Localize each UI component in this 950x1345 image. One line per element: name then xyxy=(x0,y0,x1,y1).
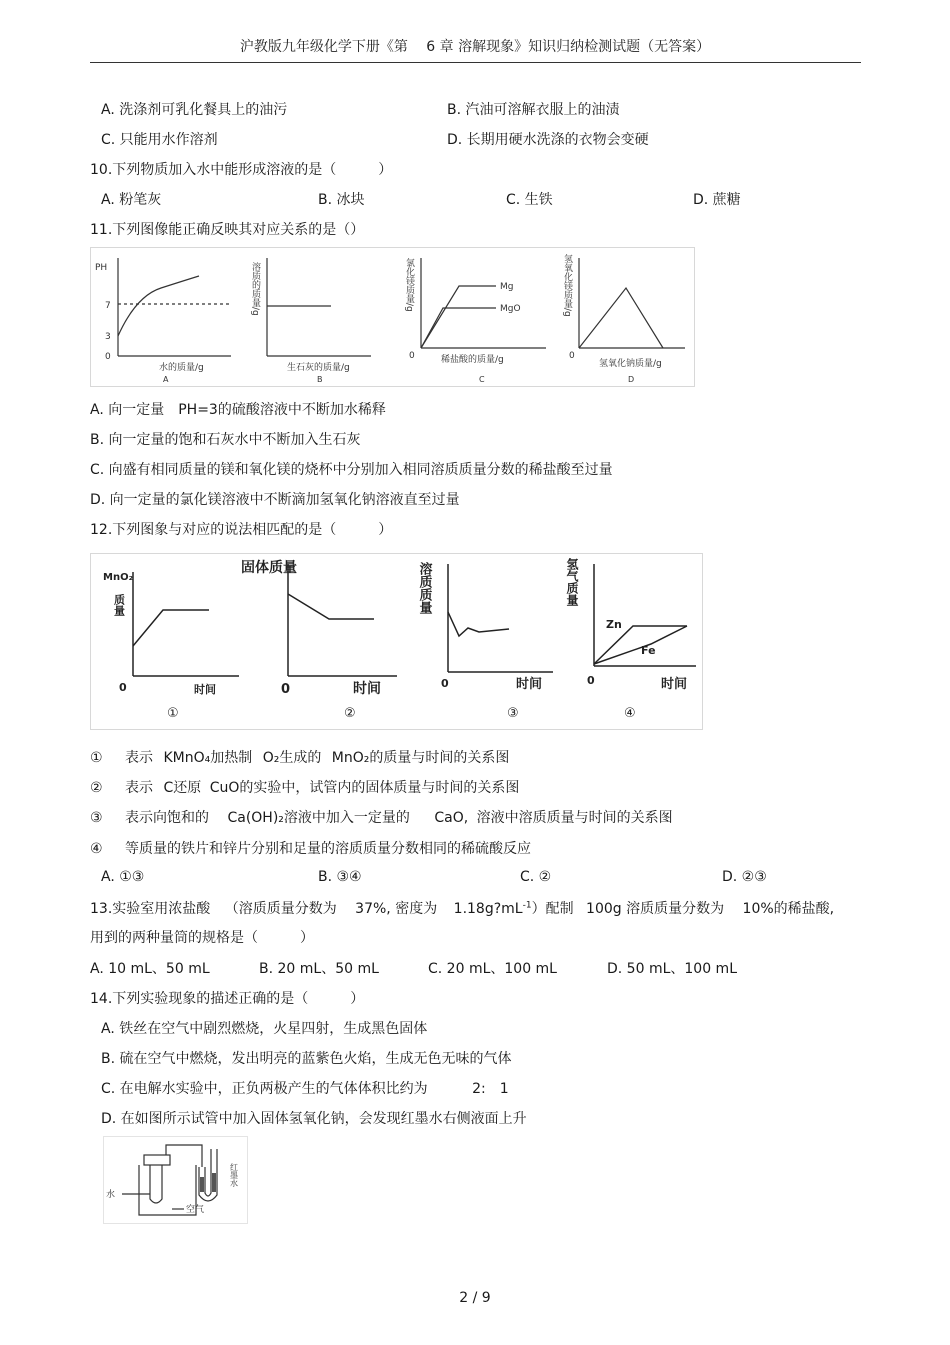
q14-stem: 14.下列实验现象的描述正确的是（ ） xyxy=(90,991,365,1007)
q11b-ylabel: 溶质的质量/g xyxy=(250,262,260,316)
q11a-tick-7: 7 xyxy=(105,301,111,311)
q10-option-c: C. 生铁 xyxy=(506,192,553,208)
q13-line-1: 13.实验室用浓盐酸 （溶质质量分数为 37%, 密度为 $1.18g?mL^{-1}$）配制 100g 溶质质量分数为 10%的稀盐酸, xyxy=(90,900,835,917)
q12g4-ylabel: 氢气质量 xyxy=(565,558,579,606)
q14-option-c: C. 在电解水实验中，正负两极产生的气体体积比约为 2: 1 xyxy=(101,1081,509,1097)
q12-stem: 12.下列图象与对应的说法相匹配的是（ ） xyxy=(90,522,393,538)
q12g4-series-zn: Zn xyxy=(606,618,622,631)
q11d-xlabel: 氢氧化钠质量/g xyxy=(599,359,662,369)
q11-option-c: C. 向盛有相同质量的镁和氧化镁的烧杯中分别加入相同溶质质量分数的稀盐酸至过量 xyxy=(90,462,613,478)
q12g2-caption: ② xyxy=(344,706,356,721)
q12-option-c: C. ② xyxy=(520,869,552,885)
q11c-xlabel: 稀盐酸的质量/g xyxy=(441,355,504,365)
q11a-tick-0: 0 xyxy=(105,352,111,362)
q11c-series-mg: Mg xyxy=(500,282,514,292)
q11-graph-b xyxy=(267,258,371,356)
q11b-xlabel: 生石灰的质量/g xyxy=(287,363,350,373)
q11-graph-d xyxy=(579,258,685,348)
q12g1-xlabel: 时间 xyxy=(194,683,216,696)
q11a-xlabel: 水的质量/g xyxy=(159,363,204,373)
q13-line-2: 用到的两种量筒的规格是（ ） xyxy=(90,930,314,946)
q11a-ylabel: PH xyxy=(95,263,108,273)
q11-figure xyxy=(90,247,695,387)
q12-graph-2 xyxy=(288,564,397,676)
q12-option-b: B. ③④ xyxy=(318,869,362,885)
q14-option-d: D. 在如图所示试管中加入固体氢氧化钠，会发现红墨水右侧液面上升 xyxy=(101,1111,527,1127)
q11-graph-a xyxy=(118,258,231,356)
q13-option-b: B. 20 mL、50 mL xyxy=(259,961,379,977)
q13-option-d: D. 50 mL、100 mL xyxy=(607,961,737,977)
q12g1-caption: ① xyxy=(167,706,179,721)
q10-option-a: A. 粉笔灰 xyxy=(101,192,162,208)
ink-left xyxy=(200,1177,204,1192)
q14-apparatus-figure xyxy=(103,1136,248,1224)
q11d-origin: 0 xyxy=(569,351,575,361)
page-header: 沪教版九年级化学下册《第 6 章 溶解现象》知识归纳检测试题（无答案） xyxy=(239,39,711,55)
q12g4-caption: ④ xyxy=(624,706,636,721)
q12g4-origin: 0 xyxy=(587,674,595,687)
q9-option-a: A. 洗涤剂可乳化餐具上的油污 xyxy=(101,102,288,118)
q13-option-c: C. 20 mL、100 mL xyxy=(428,961,557,977)
ink-right xyxy=(212,1173,216,1192)
q11-option-b: B. 向一定量的饱和石灰水中不断加入生石灰 xyxy=(90,432,361,448)
q12-option-d: D. ②③ xyxy=(722,869,767,885)
q11b-caption: B xyxy=(317,375,323,384)
q12-statement-3: ③ 表示向饱和的 Ca(OH)₂溶液中加入一定量的 CaO, 溶液中溶质质量与时间的关系图 xyxy=(90,810,673,826)
q11c-series-mgo: MgO xyxy=(500,304,521,314)
apparatus-label-water: 水 xyxy=(106,1190,116,1200)
q9-option-b: B. 汽油可溶解衣服上的油渍 xyxy=(447,102,620,118)
apparatus-label-ink: 红墨水 xyxy=(229,1163,239,1187)
q11a-caption: A xyxy=(163,375,169,384)
q12-statement-2: ② 表示 C还原 CuO的实验中，试管内的固体质量与时间的关系图 xyxy=(90,780,520,796)
q12-statement-1: ① 表示 KMnO₄加热制 O₂生成的 MnO₂的质量与时间的关系图 xyxy=(90,750,510,766)
q11d-caption: D xyxy=(628,375,635,384)
q12-figure xyxy=(90,553,703,730)
q10-option-d: D. 蔗糖 xyxy=(693,192,741,208)
q14-option-b: B. 硫在空气中燃烧，发出明亮的蓝紫色火焰，生成无色无味的气体 xyxy=(101,1051,512,1067)
q11a-tick-3: 3 xyxy=(105,332,111,342)
q12g3-caption: ③ xyxy=(507,706,519,721)
q12-graph-1 xyxy=(133,572,239,676)
q12g4-xlabel: 时间 xyxy=(661,677,688,692)
q12g3-ylabel: 溶质质量 xyxy=(416,562,432,614)
q12-option-a: A. ①③ xyxy=(101,869,145,885)
q12g2-xlabel: 时间 xyxy=(353,681,381,697)
q11c-ylabel: 氯化镁质量/g xyxy=(404,258,414,312)
q12-statement-4: ④ 等质量的铁片和锌片分别和足量的溶质质量分数相同的稀硫酸反应 xyxy=(90,841,532,857)
q9-option-d: D. 长期用硬水洗涤的衣物会变硬 xyxy=(447,132,649,148)
q14-ratio: 2: 1 xyxy=(472,1081,509,1097)
q9-option-c: C. 只能用水作溶剂 xyxy=(101,132,218,148)
header-rule xyxy=(90,62,861,63)
q11-option-d: D. 向一定量的氯化镁溶液中不断滴加氢氧化钠溶液直至过量 xyxy=(90,492,460,508)
q11-option-a: A. 向一定量 PH=3的硫酸溶液中不断加水稀释 xyxy=(90,402,386,418)
q10-option-b: B. 冰块 xyxy=(318,192,365,208)
q10-stem: 10.下列物质加入水中能形成溶液的是（ ） xyxy=(90,162,393,178)
q11-stem: 11.下列图像能正确反映其对应关系的是（） xyxy=(90,222,365,238)
q12g4-series-fe: Fe xyxy=(641,644,656,657)
q11c-caption: C xyxy=(479,375,485,384)
page-number: 2 / 9 xyxy=(459,1290,491,1306)
q12g2-ylabel: 固体质量 xyxy=(241,560,297,576)
q12-graph-3 xyxy=(448,564,553,672)
q11d-ylabel: 氢氧化镁质量/g xyxy=(562,254,572,317)
q14-option-a: A. 铁丝在空气中剧烈燃烧，火星四射，生成黑色固体 xyxy=(101,1021,428,1037)
q12g1-ylabel: 质量 xyxy=(112,594,126,616)
q11c-origin: 0 xyxy=(409,351,415,361)
apparatus-label-air: 空气 xyxy=(186,1205,205,1215)
q12g2-origin: 0 xyxy=(281,682,291,697)
q11-graph-c xyxy=(421,258,546,348)
q12g3-xlabel: 时间 xyxy=(516,677,543,692)
q12g1-origin: 0 xyxy=(119,681,127,694)
q12g1-ylabel-top: MnO₂ xyxy=(103,572,133,583)
q13-option-a: A. 10 mL、50 mL xyxy=(90,961,210,977)
q12g3-origin: 0 xyxy=(441,677,449,690)
